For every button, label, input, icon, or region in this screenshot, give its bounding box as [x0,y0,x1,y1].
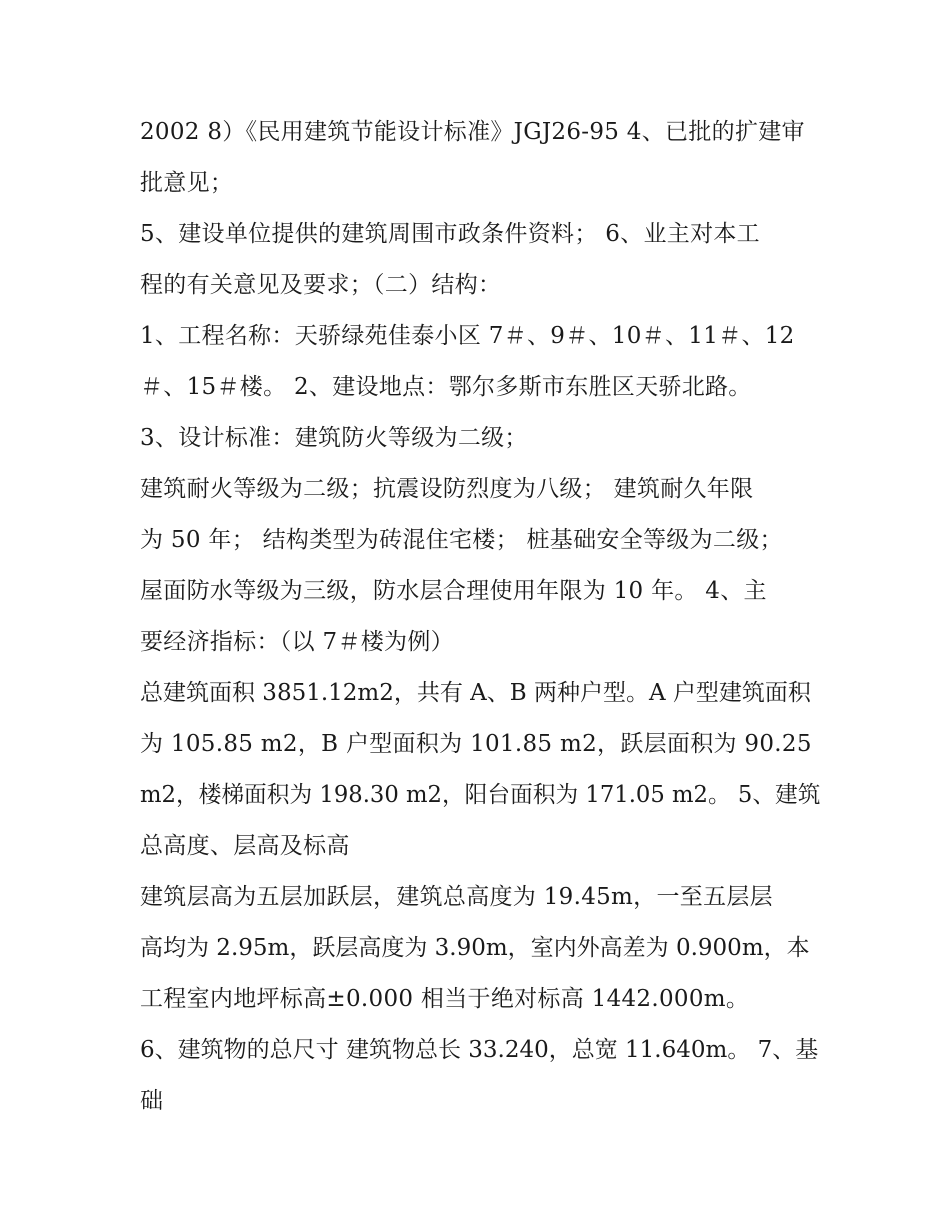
text-line-18: 工程室内地坪标高±0.000 相当于绝对标高 1442.000m。 [140,986,750,1012]
text-line-15: 总高度、层高及标高 [140,833,350,859]
text-line-11: 要经济指标：（以 7＃楼为例） [140,629,454,655]
text-line-14: m2，楼梯面积为 198.30 m2，阳台面积为 171.05 m2。 5、建筑 [140,782,821,808]
text-line-3: 5、建设单位提供的建筑周围市政条件资料； 6、业主对本工 [140,221,760,247]
text-line-19: 6、建筑物的总尺寸 建筑物总长 33.240，总宽 11.640m。 7、基 [140,1037,819,1063]
text-line-12: 总建筑面积 3851.12m2，共有 A、B 两种户型。A 户型建筑面积 [140,680,811,706]
text-line-1: 2002 8）《民用建筑节能设计标准》JGJ26-95 4、已批的扩建审 [140,119,805,145]
text-line-5: 1、工程名称：天骄绿苑佳泰小区 7＃、9＃、10＃、11＃、12 [140,323,795,349]
text-line-20: 础 [140,1088,164,1114]
text-line-6: ＃、15＃楼。 2、建设地点：鄂尔多斯市东胜区天骄北路。 [140,374,752,400]
text-line-7: 3、设计标准：建筑防火等级为二级； [140,425,528,451]
text-line-4: 程的有关意见及要求；（二）结构： [140,272,502,298]
text-line-10: 屋面防水等级为三级，防水层合理使用年限为 10 年。 4、主 [140,578,767,604]
document-body [140,107,820,1127]
text-line-9: 为 50 年； 结构类型为砖混住宅楼； 桩基础安全等级为二级； [140,527,783,553]
text-line-17: 高均为 2.95m，跃层高度为 3.90m，室内外高差为 0.900m，本 [140,935,810,961]
text-line-8: 建筑耐火等级为二级；抗震设防烈度为八级； 建筑耐久年限 [140,476,754,502]
text-line-2: 批意见； [140,170,234,196]
text-line-13: 为 105.85 m2，B 户型面积为 101.85 m2，跃层面积为 90.25 [140,731,812,757]
text-line-16: 建筑层高为五层加跃层，建筑总高度为 19.45m，一至五层层 [140,884,773,910]
